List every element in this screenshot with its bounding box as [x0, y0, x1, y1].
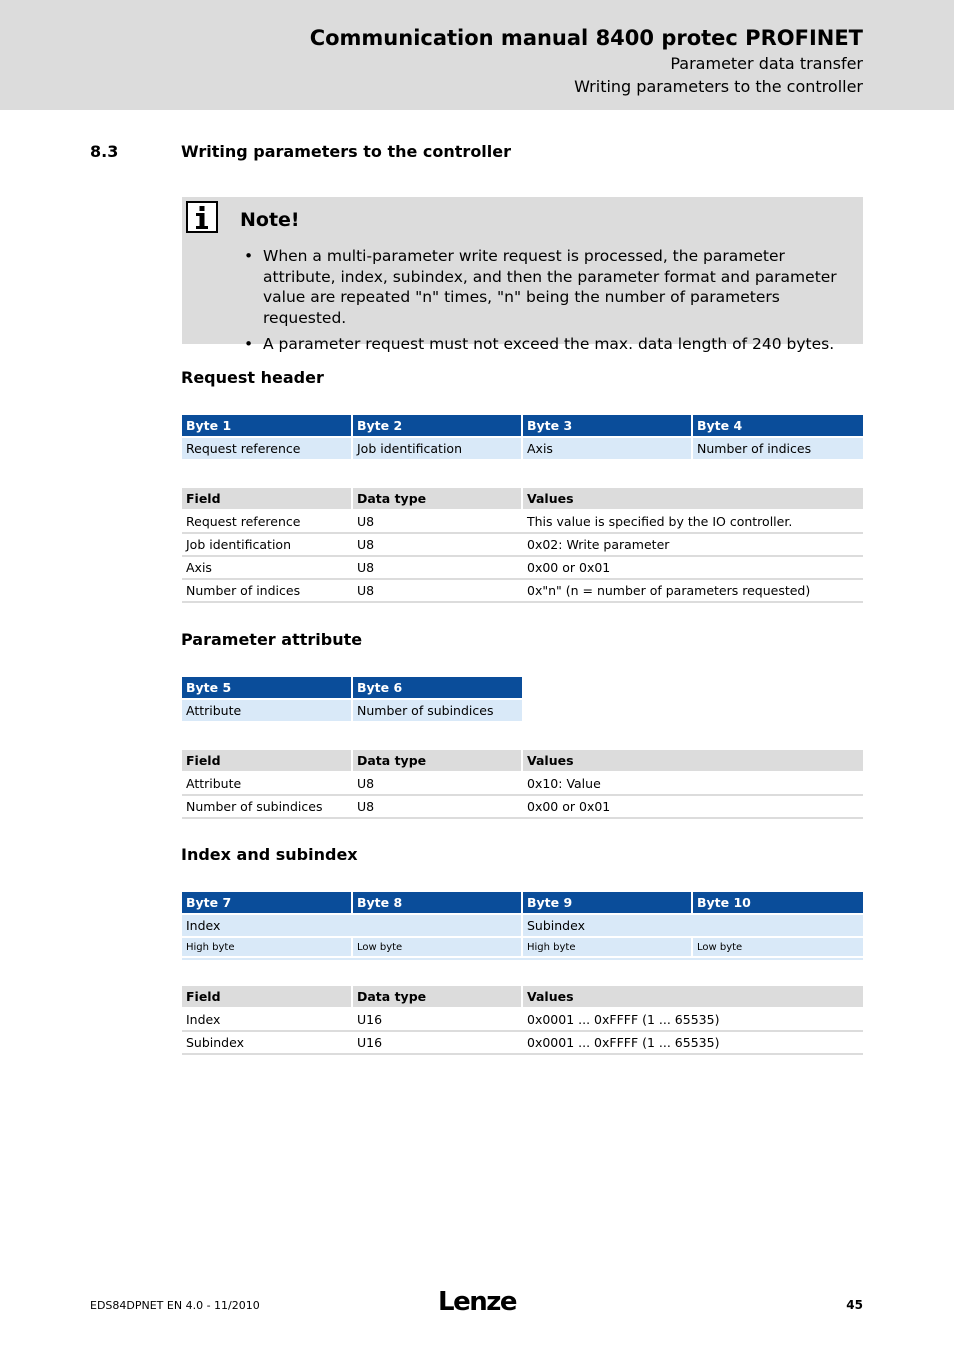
values-cell: 0x02: Write parameter	[522, 533, 863, 556]
byte-header-row	[182, 415, 863, 437]
byte-value: Request reference	[182, 437, 352, 460]
byte-label: Byte 9	[522, 892, 692, 914]
column-header: Field	[182, 986, 352, 1008]
page-header	[0, 0, 954, 110]
values-cell: 0x10: Value	[522, 772, 863, 795]
byte-sublabel: High byte	[522, 937, 692, 956]
byte-value: Axis	[522, 437, 692, 460]
section-title: Writing parameters to the controller	[181, 142, 512, 161]
note-item: • A parameter request must not exceed the max. data length of 240 bytes.	[244, 334, 854, 355]
field-cell: Subindex	[182, 1031, 352, 1054]
values-cell: 0x0001 ... 0xFFFF (1 ... 65535)	[522, 1031, 863, 1054]
section-subtitle: Writing parameters to the controller	[574, 77, 863, 96]
section-number: 8.3	[90, 142, 119, 161]
byte-value-row	[182, 699, 522, 722]
byte-value-row	[182, 914, 863, 937]
byte-value-row	[182, 437, 863, 460]
table-row	[182, 772, 863, 795]
field-cell: Job identification	[182, 533, 352, 556]
datatype-cell: U8	[352, 579, 522, 602]
datatype-cell: U16	[352, 1031, 522, 1054]
field-header-row	[182, 488, 863, 510]
column-header: Data type	[352, 986, 522, 1008]
table-row	[182, 1008, 863, 1031]
index-subindex-heading: Index and subindex	[181, 845, 358, 864]
byte-sublabel: High byte	[182, 937, 352, 956]
values-cell: 0x0001 ... 0xFFFF (1 ... 65535)	[522, 1008, 863, 1031]
parameter-attribute-heading: Parameter attribute	[181, 630, 363, 649]
note-item: • When a multi-parameter write request is processed, the parameter attribute, index, subindex, and then the parameter format and parameter value are repeated "n" times, "n" being the number of parameters requested.	[244, 246, 854, 328]
byte-header-row	[182, 677, 522, 699]
byte-label: Byte 4	[692, 415, 863, 437]
byte-label: Byte 10	[692, 892, 863, 914]
note-list	[244, 246, 854, 361]
request-header-field-table	[182, 488, 863, 603]
field-cell: Request reference	[182, 510, 352, 533]
table-row	[182, 579, 863, 602]
datatype-cell: U8	[352, 510, 522, 533]
values-cell: 0x"n" (n = number of parameters requested)	[522, 579, 863, 602]
byte-sublabel-row	[182, 937, 863, 956]
values-cell: 0x00 or 0x01	[522, 556, 863, 579]
byte-label: Byte 8	[352, 892, 522, 914]
byte-label: Byte 7	[182, 892, 352, 914]
byte-label: Byte 6	[352, 677, 522, 699]
note-title: Note!	[240, 209, 300, 231]
datatype-cell: U16	[352, 1008, 522, 1031]
parameter-attribute-field-table	[182, 750, 863, 819]
column-header: Data type	[352, 488, 522, 510]
byte-value: Job identification	[352, 437, 522, 460]
field-cell: Attribute	[182, 772, 352, 795]
datatype-cell: U8	[352, 795, 522, 818]
field-cell: Number of indices	[182, 579, 352, 602]
note-box	[182, 197, 863, 353]
byte-label: Byte 2	[352, 415, 522, 437]
byte-header-row	[182, 892, 863, 914]
byte-value: Index	[182, 914, 522, 937]
byte-value: Number of indices	[692, 437, 863, 460]
values-cell: 0x00 or 0x01	[522, 795, 863, 818]
byte-label: Byte 5	[182, 677, 352, 699]
table-row	[182, 795, 863, 818]
column-header: Field	[182, 488, 352, 510]
table-row	[182, 533, 863, 556]
byte-sublabel: Low byte	[692, 937, 863, 956]
datatype-cell: U8	[352, 772, 522, 795]
field-cell: Number of subindices	[182, 795, 352, 818]
datatype-cell: U8	[352, 556, 522, 579]
document-id: EDS84DPNET EN 4.0 - 11/2010	[90, 1299, 260, 1312]
field-header-row	[182, 986, 863, 1008]
info-icon	[186, 201, 218, 233]
datatype-cell: U8	[352, 533, 522, 556]
request-header-heading: Request header	[181, 368, 324, 387]
byte-table-bottom-rule	[182, 958, 863, 960]
table-row	[182, 1031, 863, 1054]
byte-label: Byte 3	[522, 415, 692, 437]
field-cell: Index	[182, 1008, 352, 1031]
logo-text: Lenze	[438, 1287, 516, 1316]
byte-value: Subindex	[522, 914, 863, 937]
chapter-title: Parameter data transfer	[670, 54, 863, 73]
parameter-attribute-byte-table	[182, 677, 522, 723]
column-header: Values	[522, 750, 863, 772]
field-header-row	[182, 750, 863, 772]
column-header: Values	[522, 488, 863, 510]
byte-value: Attribute	[182, 699, 352, 722]
manual-title: Communication manual 8400 protec PROFINET	[309, 26, 863, 50]
page-number: 45	[846, 1298, 863, 1312]
byte-label: Byte 1	[182, 415, 352, 437]
column-header: Field	[182, 750, 352, 772]
lenze-logo	[438, 1286, 518, 1316]
column-header: Data type	[352, 750, 522, 772]
byte-value: Number of subindices	[352, 699, 522, 722]
index-subindex-byte-table	[182, 892, 863, 956]
column-header: Values	[522, 986, 863, 1008]
values-cell: This value is specified by the IO controller.	[522, 510, 863, 533]
request-header-byte-table	[182, 415, 863, 461]
table-row	[182, 510, 863, 533]
byte-sublabel: Low byte	[352, 937, 522, 956]
index-subindex-field-table	[182, 986, 863, 1055]
field-cell: Axis	[182, 556, 352, 579]
table-row	[182, 556, 863, 579]
